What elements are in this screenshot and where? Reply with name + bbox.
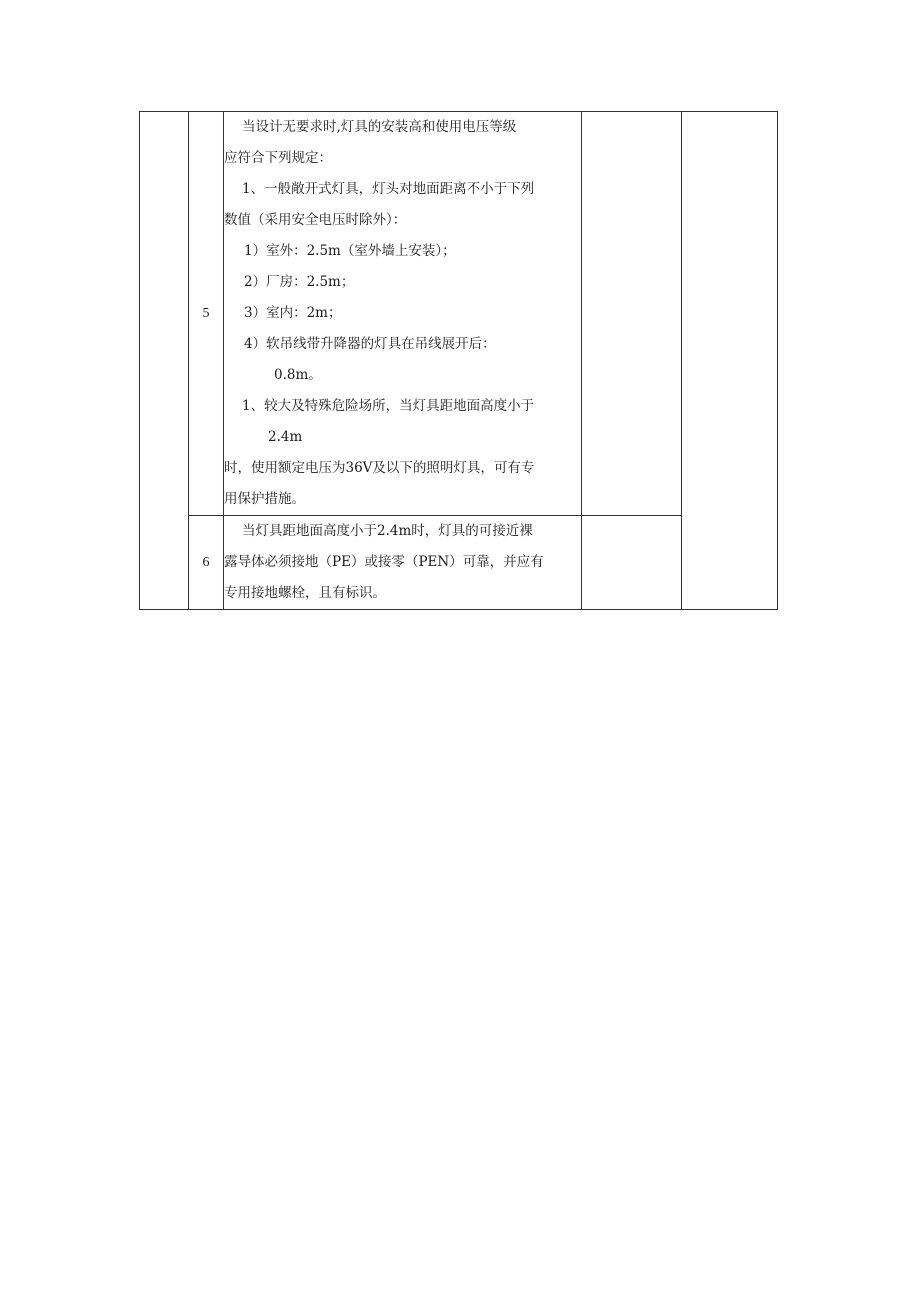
text-line: 3）室内：2m；: [244, 305, 342, 321]
text-line: 时，使用额定电压为36V及以下的照明灯具，可有专: [224, 460, 535, 476]
remarks-cell: [682, 112, 778, 610]
text-line: 2）厂房：2.5m；: [244, 274, 355, 290]
result-cell: [582, 516, 682, 610]
text-line: 当设计无要求时,灯具的安装高和使用电压等级: [242, 119, 517, 135]
text-line: 专用接地螺栓，且有标识。: [224, 585, 386, 601]
text-line: 当灯具距地面高度小于2.4m时，灯具的可接近裸: [242, 523, 533, 539]
text-line: 1）室外：2.5m（室外墙上安装）；: [244, 243, 456, 259]
requirement-text: [224, 112, 582, 516]
category-cell: [140, 112, 189, 610]
text-line: 1、一般敞开式灯具，灯头对地面距离不小于下列: [242, 181, 535, 197]
item-number: 5: [189, 112, 224, 516]
text-line: 数值（采用安全电压时除外）：: [224, 212, 407, 228]
text-line: 1、较大及特殊危险场所，当灯具距地面高度小于: [242, 398, 535, 414]
item-number: 6: [189, 516, 224, 610]
result-cell: [582, 112, 682, 516]
table-row: [140, 112, 778, 516]
text-line: 0.8m。: [274, 367, 322, 383]
text-line: 应符合下列规定：: [224, 150, 332, 166]
text-line: 用保护措施。: [224, 491, 305, 507]
text-line: 露导体必须接地（PE）或接零（PEN）可靠，并应有: [224, 554, 544, 570]
text-line: 2.4m: [268, 429, 303, 445]
inspection-table: [139, 111, 778, 610]
requirement-text: [224, 516, 582, 610]
text-line: 4）软吊线带升降器的灯具在吊线展开后：: [244, 336, 496, 352]
